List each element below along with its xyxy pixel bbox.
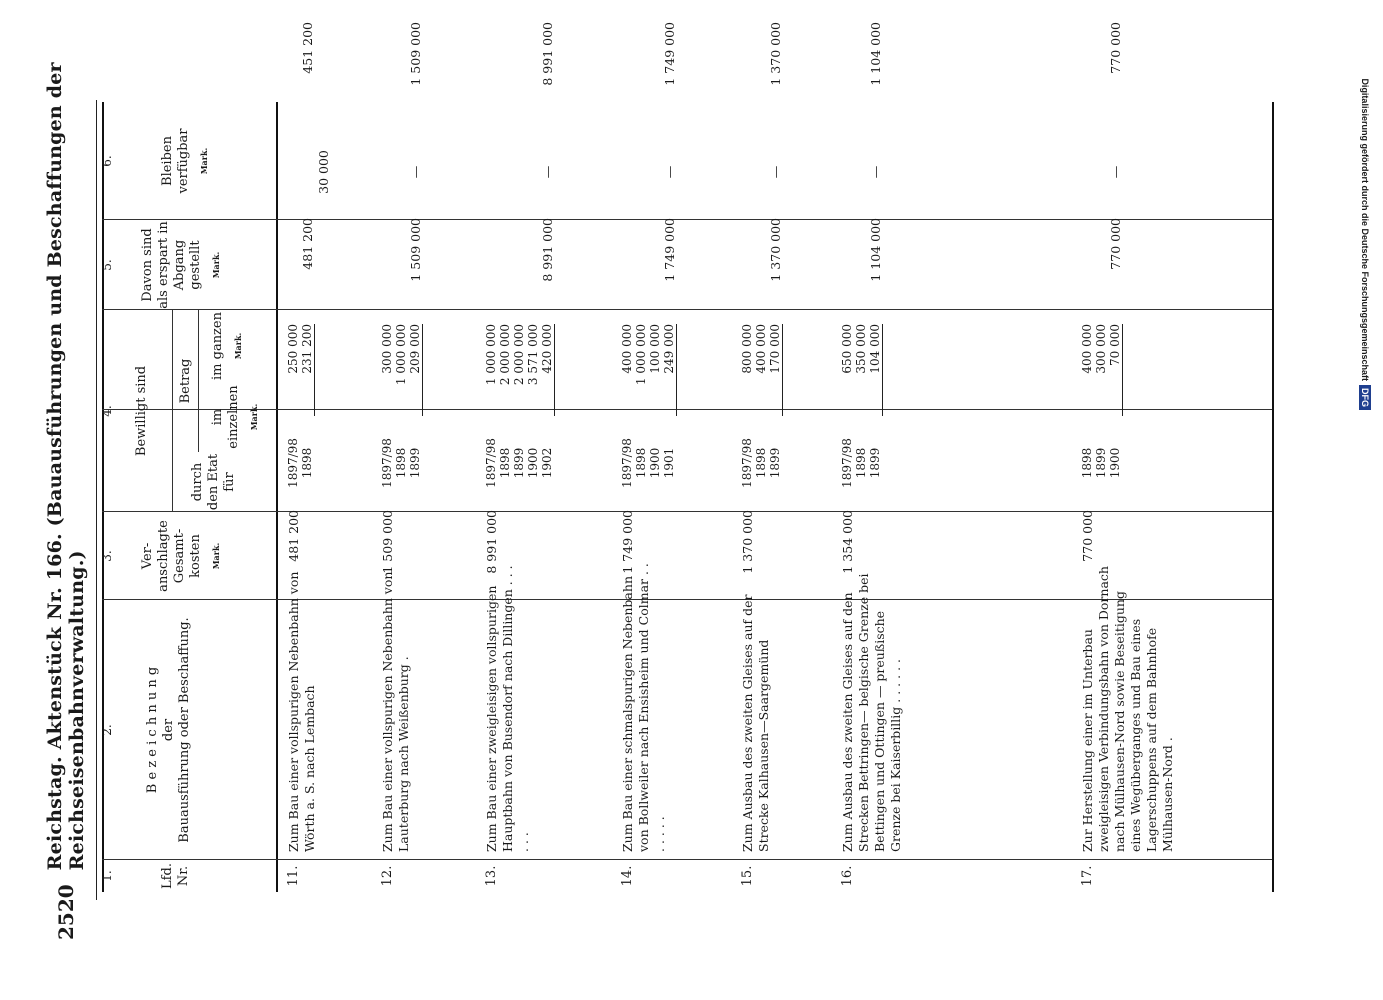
header-kosten-label: Ver- anschlagte Gesamt- kosten — [140, 520, 203, 592]
colnum-2: 2. — [100, 724, 114, 736]
amount: 650 000 — [840, 324, 854, 374]
header-bleiben — [160, 102, 212, 220]
year: 1899 — [768, 447, 782, 479]
year: 1898 — [754, 447, 768, 479]
year: 1898 — [1080, 447, 1094, 479]
row-erspart: — — [868, 165, 883, 179]
colnum-4: 4. — [100, 405, 114, 417]
row-years — [286, 424, 314, 502]
amount: 1 000 000 — [634, 324, 648, 386]
amount: 104 000 — [868, 324, 883, 416]
header-bewilligt: Bewilligt sind — [134, 365, 149, 457]
row-total: 1 370 000 — [768, 218, 783, 282]
year: 1897/98 — [620, 438, 634, 488]
row-total: 1 509 000 — [408, 218, 423, 282]
page-header — [40, 60, 92, 940]
row-bleiben: 451 200 — [300, 22, 315, 74]
header-bezeichnung-der: der — [161, 718, 176, 742]
year: 1899 — [512, 447, 526, 479]
row-total: 1 104 000 — [868, 218, 883, 282]
amount: 2 000 000 — [512, 324, 526, 386]
col-divider-3 — [102, 511, 1272, 512]
colnum-5: 5. — [100, 259, 114, 271]
header-durch-etat: durch den Etat für — [190, 453, 237, 511]
amount: 170 000 — [768, 324, 783, 416]
row-kosten: 770 000 — [1080, 510, 1095, 562]
header-im-einzelnen-unit: Mark. — [249, 403, 259, 431]
year: 1897/98 — [484, 438, 498, 488]
header-bezeichnung — [145, 600, 193, 860]
header-im-einzelnen — [210, 382, 262, 452]
row-nr: 15. — [740, 865, 755, 887]
row-nr: 14. — [620, 865, 635, 887]
year: 1900 — [648, 447, 662, 479]
year: 1899 — [868, 447, 882, 479]
year: 1898 — [300, 447, 314, 479]
row-total: 1 749 000 — [662, 218, 677, 282]
year: 1898 — [394, 447, 408, 479]
row-description: Zum Bau einer vollspurigen Nebenbahn von Wörth a. S. nach Lembach — [286, 571, 317, 852]
row-bleiben: 8 991 000 — [540, 22, 555, 86]
header-bewilligt-rule — [172, 310, 173, 512]
row-nr: 16. — [840, 865, 855, 887]
amount: 1 000 000 — [394, 324, 408, 386]
header-betrag-rule — [198, 310, 199, 452]
row-description: Zum Ausbau des zweiten Gleises auf den Strecken Bettringen— belgische Grenze bei Bettingen und Ottingen — preußische Grenze bei Kaiserbillig . . . . . . — [840, 573, 903, 852]
row-nr: 11. — [286, 865, 301, 887]
amount: 420 000 — [540, 324, 555, 416]
row-amounts — [484, 324, 555, 416]
row-bleiben: 1 509 000 — [408, 22, 423, 86]
row-description: Zum Bau einer zweigleisigen vollspurigen Hauptbahn von Busendorf nach Dillingen . . . . . . — [484, 565, 531, 852]
year: 1897/98 — [840, 438, 854, 488]
amount: 350 000 — [854, 324, 868, 374]
amount: 2 000 000 — [498, 324, 512, 386]
header-lfd: Lfd. Nr. — [160, 863, 191, 889]
year: 1898 — [854, 447, 868, 479]
amount: 231 200 — [300, 324, 315, 416]
row-kosten: 1 509 000 — [380, 510, 395, 574]
row-years — [740, 424, 782, 502]
row-total: 481 200 — [300, 218, 315, 270]
year: 1902 — [540, 447, 554, 479]
row-years — [380, 424, 422, 502]
header-im-ganzen-unit: Mark. — [233, 332, 243, 360]
year: 1898 — [498, 447, 512, 479]
row-erspart: 30 000 — [316, 150, 331, 194]
col-divider-6 — [102, 219, 1272, 220]
amount: 300 000 — [1094, 324, 1108, 374]
year: 1899 — [408, 447, 422, 479]
row-bleiben: 770 000 — [1108, 22, 1123, 74]
year: 1897/98 — [380, 438, 394, 488]
row-years — [1080, 424, 1122, 502]
amount: 250 000 — [286, 324, 300, 374]
amount: 800 000 — [740, 324, 754, 374]
year: 1900 — [1108, 447, 1122, 479]
row-nr: 17. — [1080, 865, 1095, 887]
col-divider-5 — [102, 309, 1272, 310]
header-betrag: Betrag — [178, 358, 193, 404]
amount: 1 000 000 — [484, 324, 498, 386]
amount: 3 571 000 — [526, 324, 540, 386]
row-bleiben: 1 104 000 — [868, 22, 883, 86]
header-erspart-unit: Mark. — [211, 251, 221, 279]
header-bezeichnung-sub: Bauausführung oder Beschaffung. — [177, 617, 192, 843]
row-kosten: 1 370 000 — [740, 510, 755, 574]
row-years — [484, 424, 554, 502]
header-erspart — [140, 220, 224, 310]
table-bottom-rule — [1272, 102, 1274, 892]
year: 1898 — [634, 447, 648, 479]
header-im-ganzen-label: im ganzen — [210, 312, 225, 380]
amount: 300 000 — [380, 324, 394, 374]
row-erspart: — — [1108, 165, 1123, 179]
row-erspart: — — [540, 165, 555, 179]
header-im-ganzen — [210, 310, 246, 382]
colnum-3: 3. — [100, 550, 114, 562]
row-years — [620, 424, 676, 502]
row-amounts — [620, 324, 677, 416]
amount: 400 000 — [754, 324, 768, 374]
row-total: 770 000 — [1108, 218, 1123, 270]
header-erspart-label: Davon sind als erspart in Abgang gestellt — [140, 221, 203, 309]
header-kosten-unit: Mark. — [211, 542, 221, 570]
dfg-credit — [1353, 10, 1377, 410]
row-total: 8 991 000 — [540, 218, 555, 282]
header-im-einzelnen-label: im einzelnen — [210, 385, 241, 449]
page-number: 2520 — [54, 884, 78, 940]
row-kosten: 8 991 000 — [484, 510, 499, 574]
amount: 249 000 — [662, 324, 677, 416]
year: 1897/98 — [286, 438, 300, 488]
row-erspart: — — [768, 165, 783, 179]
header-bezeichnung-title: B e z e i c h n u n g — [145, 666, 160, 794]
amount: 70 000 — [1108, 324, 1123, 416]
year: 1901 — [662, 447, 676, 479]
year: 1899 — [1094, 447, 1108, 479]
row-nr: 13. — [484, 865, 499, 887]
column-numbers — [100, 0, 132, 1000]
amount: 209 000 — [408, 324, 423, 416]
amount: 400 000 — [1080, 324, 1094, 374]
row-amounts — [840, 324, 883, 416]
col-divider-1 — [102, 859, 1272, 860]
row-years — [840, 424, 882, 502]
page-title: Reichstag. Aktenstück Nr. 166. (Bauausführungen und Beschaffungen der Reichseisenbahnverwaltung.) — [44, 62, 88, 871]
header-rule — [96, 100, 97, 900]
row-bleiben: 1 749 000 — [662, 22, 677, 86]
row-amounts — [1080, 324, 1123, 416]
row-description: Zum Ausbau des zweiten Gleises auf der Strecke Kalhausen—Saargemünd — [740, 594, 771, 852]
header-bleiben-label: Bleiben verfügbar — [160, 128, 191, 194]
row-kosten: 481 200 — [286, 510, 301, 562]
row-nr: 12. — [380, 865, 395, 887]
header-bleiben-unit: Mark. — [199, 147, 209, 175]
amount: 100 000 — [648, 324, 662, 374]
dfg-text: Digitalisierung gefördert durch die Deutsche Forschungsgemeinschaft — [1360, 78, 1370, 381]
header-kosten — [140, 512, 224, 600]
row-description: Zur Herstellung einer im Unterbau zweigleisigen Verbindungsbahn von Dornach nach Mülhausen-Nord sowie Beseitigung eines Wegüberganges und Bau eines Lagerschuppens auf dem Bahnhofe Mülhausen-Nord . — [1080, 566, 1175, 852]
year: 1900 — [526, 447, 540, 479]
row-kosten: 1 749 000 — [620, 510, 635, 574]
row-amounts — [286, 324, 315, 416]
year: 1897/98 — [740, 438, 754, 488]
colnum-1: 1. — [100, 870, 114, 882]
row-amounts — [740, 324, 783, 416]
row-description: Zum Bau einer schmalspurigen Nebenbahn von Bollweiler nach Ensisheim und Colmar . . . . . . . — [620, 563, 667, 852]
amount: 400 000 — [620, 324, 634, 374]
row-erspart: — — [408, 165, 423, 179]
table-header-rule — [276, 102, 278, 892]
row-amounts — [380, 324, 423, 416]
row-erspart: — — [662, 165, 677, 179]
dfg-logo-icon: DFG — [1359, 385, 1371, 410]
row-bleiben: 1 370 000 — [768, 22, 783, 86]
row-kosten: 1 354 000 — [840, 510, 855, 574]
colnum-6: 6. — [100, 155, 114, 167]
row-description: Zum Bau einer vollspurigen Nebenbahn von Lauterburg nach Weißenburg . — [380, 571, 411, 852]
dfg-credit-line — [1353, 10, 1377, 410]
